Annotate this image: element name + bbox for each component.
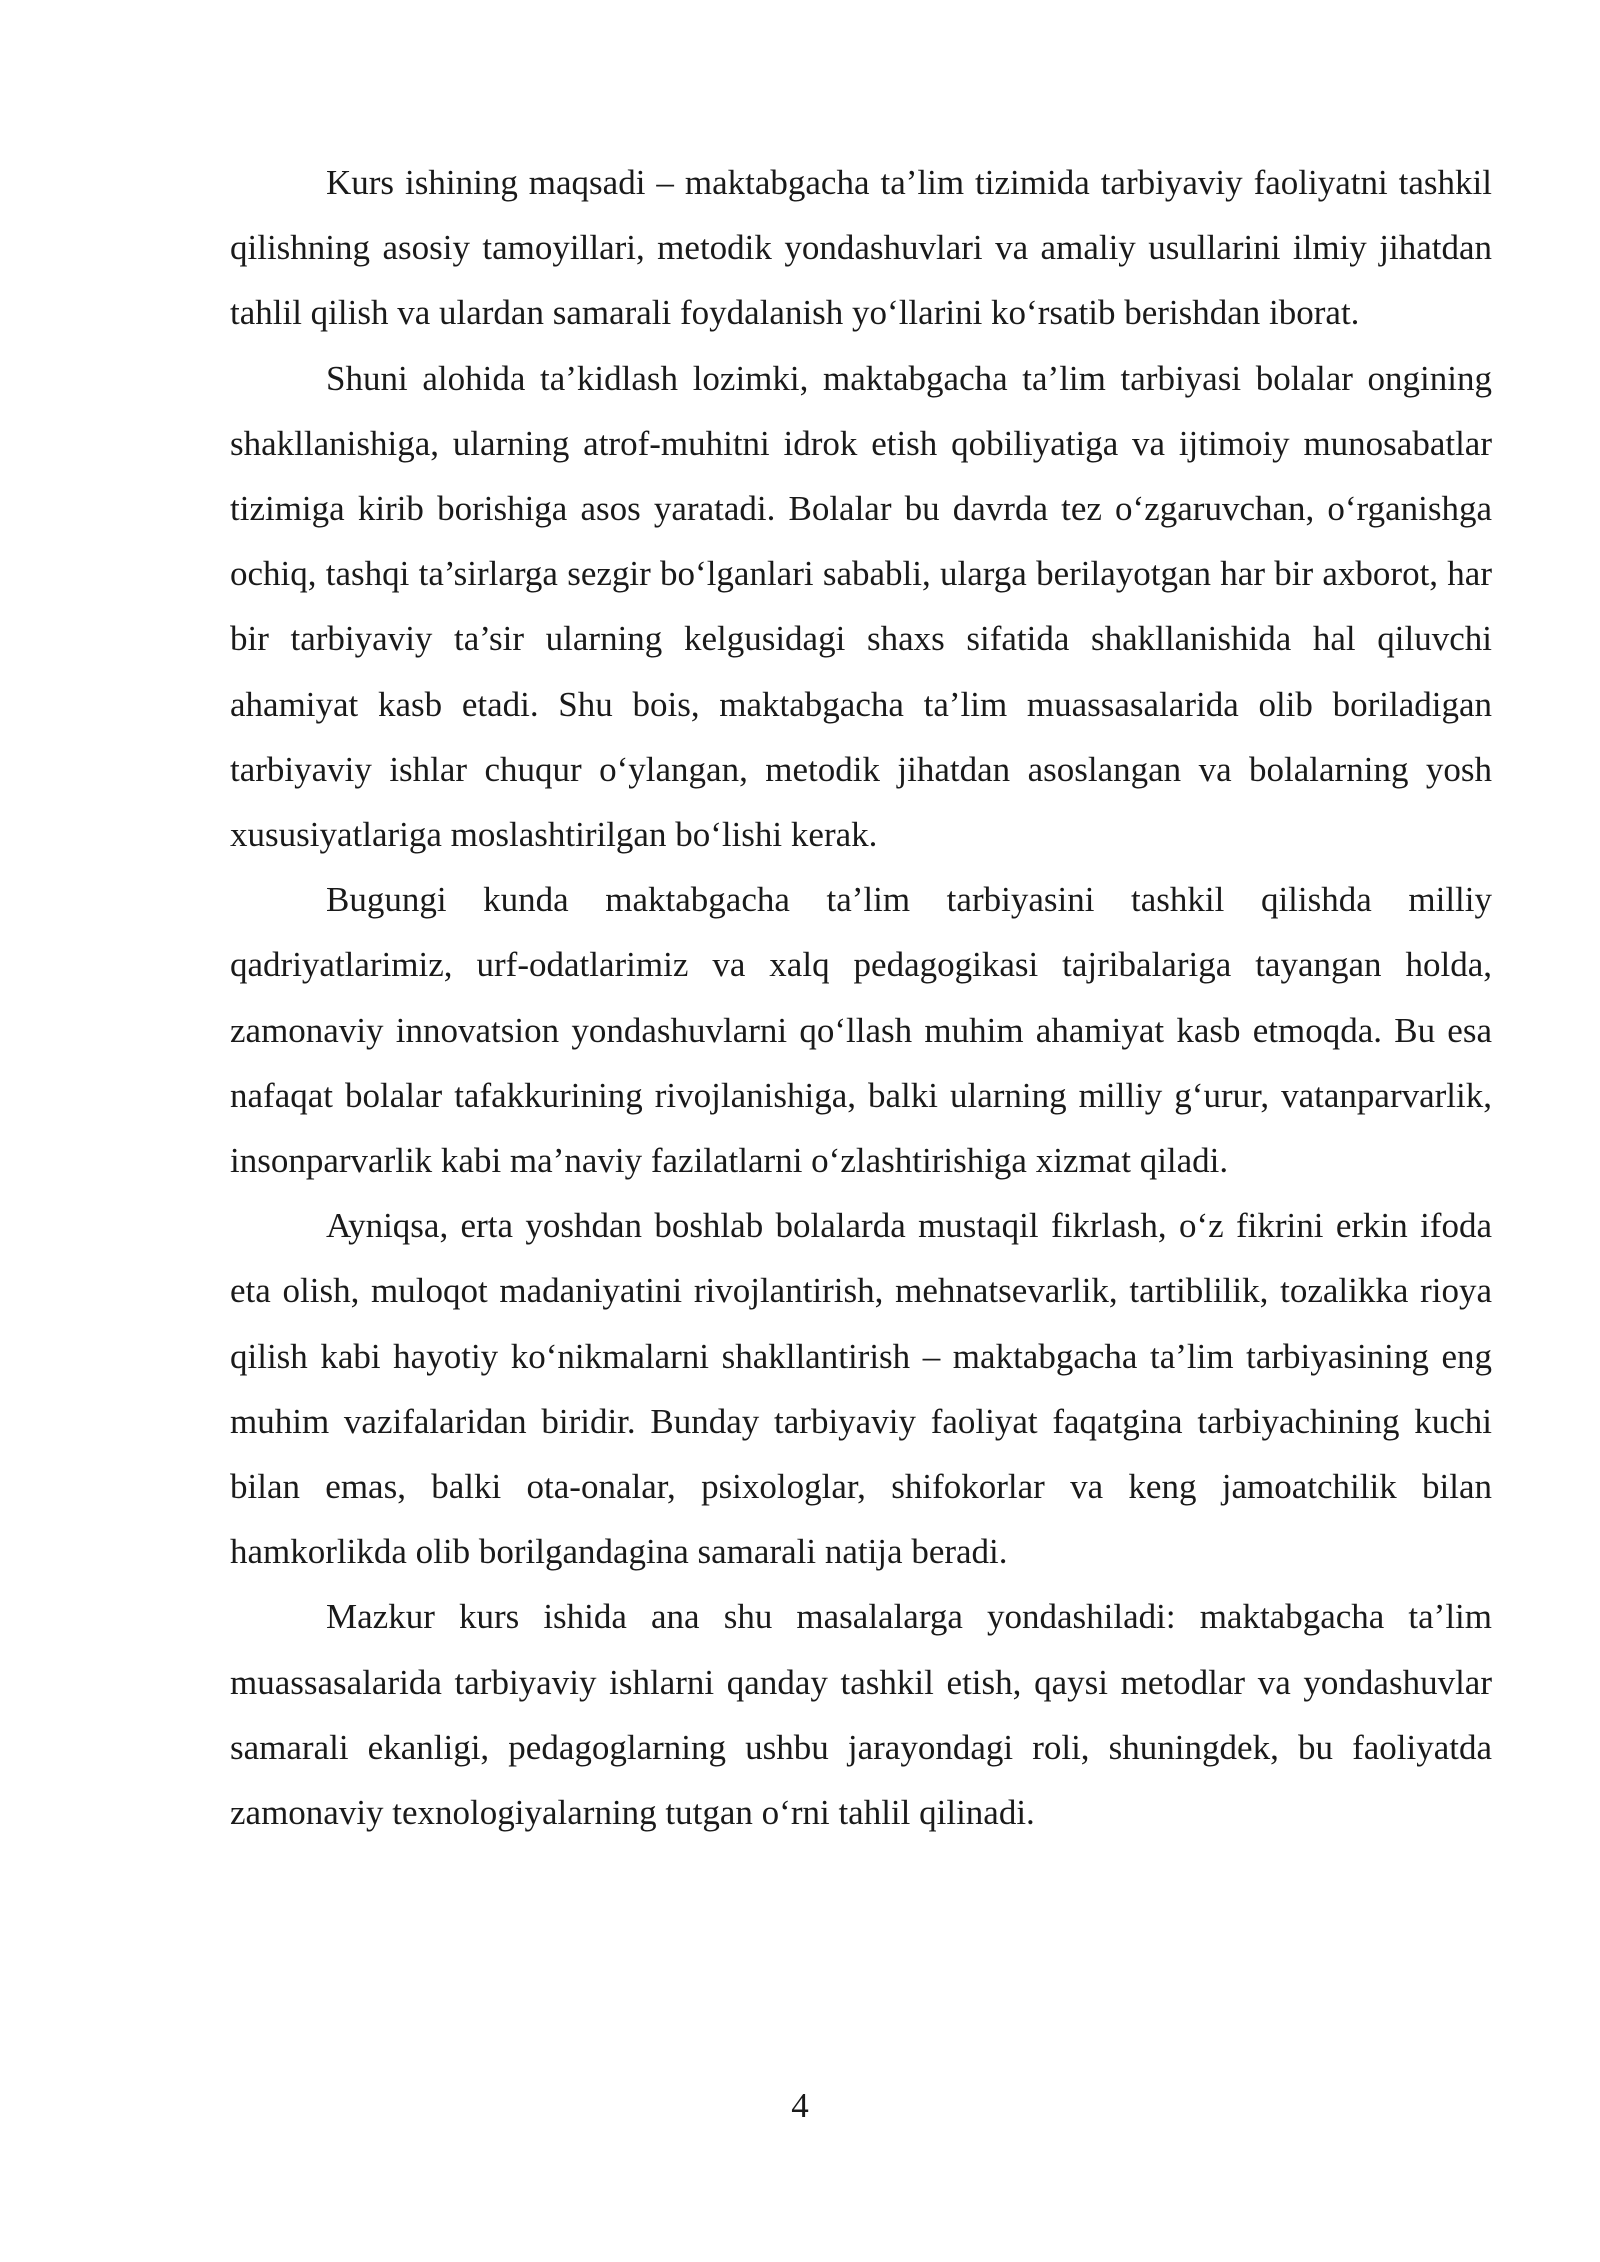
page-number: 4 — [791, 2086, 809, 2125]
body-text — [230, 150, 1492, 1845]
paragraph-life-skills: Ayniqsa, erta yoshdan boshlab bolalarda mustaqil fikrlash, o‘z fikrini erkin ifoda eta olish, muloqot madaniyatini rivojlantirish, mehnatsevarlik, tartiblilik, tozalikka rioya qilish kabi hayotiy ko‘nikmalarni shakllantirish – maktabgacha ta’lim tarbiyasining eng muhim vazifalaridan biridir. Bunday tarbiyaviy faoliyat faqatgina tarbiyachining kuchi bilan emas, balki ota-onalar, psixologlar, shifokorlar va keng jamoatchilik bilan hamkorlikda olib borilgandagina samarali natija beradi. — [230, 1206, 1492, 1572]
paragraph-purpose: Kurs ishining maqsadi – maktabgacha ta’lim tizimida tarbiyaviy faoliyatni tashkil qilishning asosiy tamoyillari, metodik yondashuvlari va amaliy usullarini ilmiy jihatdan tahlil qilish va ulardan samarali foydalanish yo‘llarini ko‘rsatib berishdan iborat. — [230, 163, 1492, 333]
paragraph-national-values: Bugungi kunda maktabgacha ta’lim tarbiyasini tashkil qilishda milliy qadriyatlarimiz, urf-odatlarimiz va xalq pedagogikasi tajribalariga tayangan holda, zamonaviy innovatsion yondashuvlarni qo‘llash muhim ahamiyat kasb etmoqda. Bu esa nafaqat bolalar tafakkurining rivojlanishiga, balki ularning milliy g‘urur, vatanparvarlik, insonparvarlik kabi ma’naviy fazilatlarni o‘zlashtirishiga xizmat qiladi. — [230, 880, 1492, 1181]
paragraph-importance: Shuni alohida ta’kidlash lozimki, maktabgacha ta’lim tarbiyasi bolalar ongining shakllanishiga, ularning atrof-muhitni idrok etish qobiliyatiga va ijtimoiy munosabatlar tizimiga kirib borishiga asos yaratadi. Bolalar bu davrda tez o‘zgaruvchan, o‘rganishga ochiq, tashqi ta’sirlarga sezgir bo‘lganlari sababli, ularga berilayotgan har bir axborot, har bir tarbiyaviy ta’sir ularning kelgusidagi shaxs sifatida shakllanishida hal qiluvchi ahamiyat kasb etadi. Shu bois, maktabgacha ta’lim muassasalarida olib boriladigan tarbiyaviy ishlar chuqur o‘ylangan, metodik jihatdan asoslangan va bolalarning yosh xususiyatlariga moslashtirilgan bo‘lishi kerak. — [230, 358, 1492, 855]
paragraph-course-scope: Mazkur kurs ishida ana shu masalalarga yondashiladi: maktabgacha ta’lim muassasalarida tarbiyaviy ishlarni qanday tashkil etish, qaysi metodlar va yondashuvlar samarali ekanligi, pedagoglarning ushbu jarayondagi roli, shuningdek, bu faoliyatda zamonaviy texnologiyalarning tutgan o‘rni tahlil qilinadi. — [230, 1597, 1492, 1833]
